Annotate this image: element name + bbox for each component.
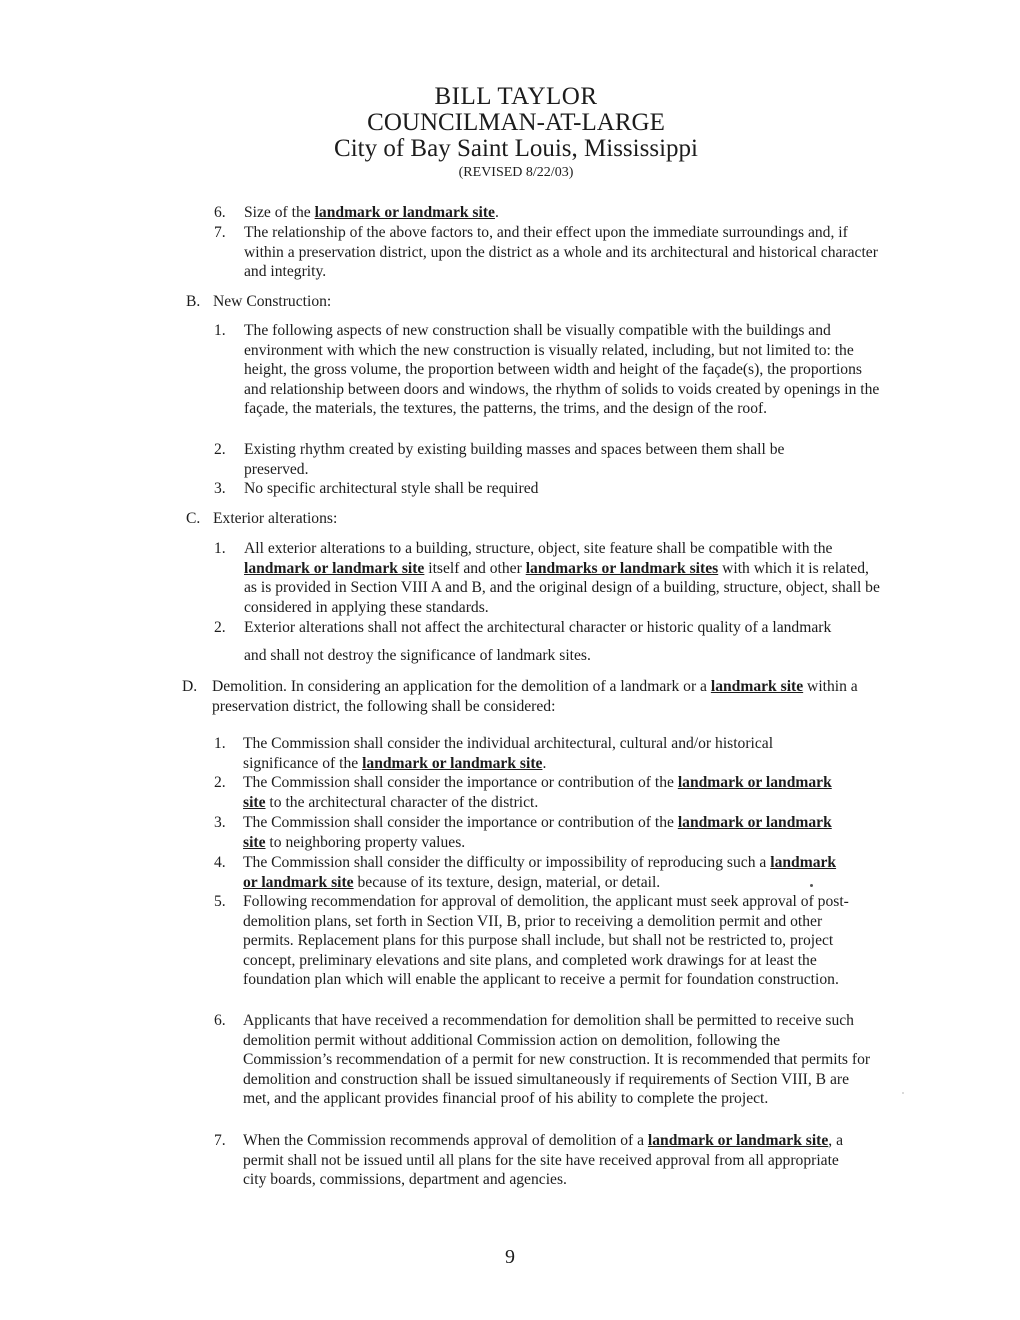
item-number: 2. xyxy=(214,774,226,791)
section-title: Exterior alterations: xyxy=(213,510,338,527)
section-letter: B. xyxy=(186,293,201,310)
item-number: 3. xyxy=(214,480,226,497)
list-item: The Commission shall consider the difficulty or impossibility of reproducing such a landmark or landmark site because of its texture, design, material, or detail. xyxy=(243,854,837,891)
section-letter: D. xyxy=(182,678,198,695)
item-number: 1. xyxy=(214,322,226,339)
list-item: The Commission shall consider the individual architectural, cultural and/or historical significance of the landmark or landmark site. xyxy=(243,735,774,772)
item-number: 5. xyxy=(214,893,226,910)
section-intro: Demolition. In considering an application for the demolition of a landmark or a landmark site within a preservation district, the following shall be considered: xyxy=(212,678,858,715)
header-role: COUNCILMAN-AT-LARGE xyxy=(367,109,665,136)
list-item: The Commission shall consider the importance or contribution of the landmark or landmark site to neighboring property values. xyxy=(243,814,832,851)
item-number: 3. xyxy=(214,814,226,831)
list-item: Existing rhythm created by existing building masses and spaces between them shall be preserved. xyxy=(244,441,785,478)
landmark-term: landmark or landmark site xyxy=(244,559,425,577)
item-number: 6. xyxy=(214,204,226,221)
landmark-term: landmarks or landmark sites xyxy=(525,559,719,577)
list-item: When the Commission recommends approval of demolition of a landmark or landmark site, a permit shall not be issued until all plans for the site have received approval from all appropriate city boards, commissions, department and agencies. xyxy=(243,1132,843,1189)
scan-speck xyxy=(810,884,813,887)
section-letter: C. xyxy=(186,510,201,527)
list-item: No specific architectural style shall be required xyxy=(244,480,539,497)
landmark-term: landmark or landmark site xyxy=(647,1132,829,1149)
page-number: 9 xyxy=(505,1246,515,1268)
landmark-term: landmark site xyxy=(710,678,804,695)
list-item: Size of the landmark or landmark site. xyxy=(244,204,499,221)
item-number: 4. xyxy=(214,854,226,871)
landmark-term: landmark or landmark site xyxy=(243,774,832,811)
header-revised-date: (REVISED 8/22/03) xyxy=(458,165,574,180)
list-item: Exterior alterations shall not affect the architectural character or historic quality of a landmark xyxy=(244,619,832,636)
landmark-term: landmark or landmark site xyxy=(243,854,837,891)
landmark-term: landmark or landmark site xyxy=(362,754,543,772)
item-number: 6. xyxy=(214,1012,226,1029)
item-number: 1. xyxy=(214,735,226,752)
item-number: 2. xyxy=(214,619,226,636)
list-item: The relationship of the above factors to, and their effect upon the immediate surroundings and, if within a preservation district, upon the district as a whole and its architectural and historical character and integrity. xyxy=(244,224,878,281)
header-name: BILL TAYLOR xyxy=(434,83,598,110)
landmark-term: landmark or landmark site xyxy=(243,814,832,851)
item-number: 1. xyxy=(214,540,226,557)
header-city: City of Bay Saint Louis, Mississippi xyxy=(334,135,698,162)
list-item: The Commission shall consider the importance or contribution of the landmark or landmark site to the architectural character of the district. xyxy=(243,774,832,811)
list-item: All exterior alterations to a building, structure, object, site feature shall be compatible with the landmark or landmark site itself and other landmarks or landmark sites with which it is related, as is provided in Section VIII A and B, and the original design of a building, structure, object, shall be considered in applying these standards. xyxy=(244,540,880,616)
item-number: 2. xyxy=(214,441,226,458)
scan-speck xyxy=(902,1092,904,1094)
landmark-term: landmark or landmark site xyxy=(314,204,495,221)
item-number: 7. xyxy=(214,224,226,241)
list-item: Following recommendation for approval of demolition, the applicant must seek approval of post-demolition plans, set forth in Section VII, B, prior to receiving a demolition permit and other permits. Replacement plans for this purpose shall include, but shall not be restricted to, project concept, preliminary elevations and site plans, and completed work drawings for at least the foundation plan which will enable the applicant to receive a permit for foundation construction. xyxy=(243,893,849,989)
list-item: The following aspects of new construction shall be visually compatible with the buildings and environment with which the new construction is visually related, including, but not limited to: the height, the gross volume, the proportion between width and height of the façade(s), the proportions and relationship between doors and windows, the rhythm of solids to voids created by openings in the façade, the materials, the textures, the patterns, the trims, and the design of the roof. xyxy=(244,322,880,418)
section-title: New Construction: xyxy=(213,293,332,310)
item-number: 7. xyxy=(214,1132,226,1149)
list-item-continuation: and shall not destroy the significance of landmark sites. xyxy=(244,647,591,664)
list-item: Applicants that have received a recommendation for demolition shall be permitted to receive such demolition permit without additional Commission action on demolition, following the Commission’s recommendation of a permit for new construction. It is recommended that permits for demolition and construction shall be issued simultaneously if requirements of Section VIII, B are met, and the applicant provides financial proof of his ability to complete the project. xyxy=(243,1012,871,1108)
